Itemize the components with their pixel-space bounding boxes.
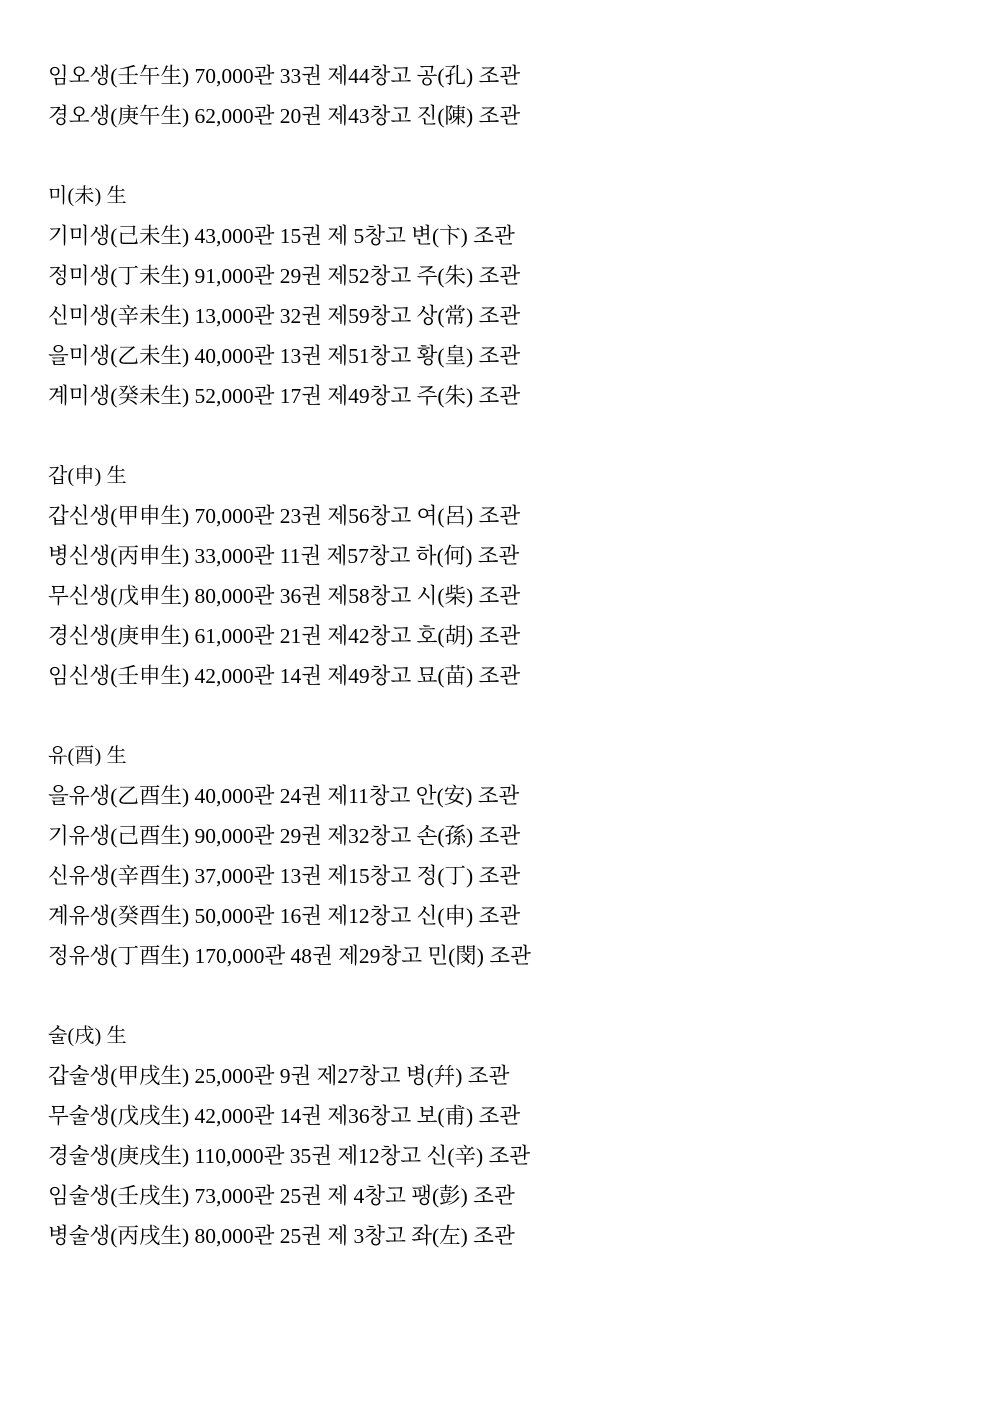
list-item: 계유생(癸酉生) 50,000관 16권 제12창고 신(申) 조관 [48, 904, 521, 928]
list-item: 임신생(壬申生) 42,000관 14권 제49창고 묘(苗) 조관 [48, 664, 521, 688]
group-heading: 갑(申) 生 [48, 465, 127, 487]
list-item: 무신생(戊申生) 80,000관 36권 제58창고 시(柴) 조관 [48, 584, 521, 608]
list-item: 계미생(癸未生) 52,000관 17권 제49창고 주(朱) 조관 [48, 384, 521, 408]
entry-group [48, 56, 932, 136]
list-item: 경술생(庚戌生) 110,000관 35권 제12창고 신(辛) 조관 [48, 1144, 531, 1168]
list-item: 병술생(丙戌生) 80,000관 25권 제 3창고 좌(左) 조관 [48, 1224, 515, 1248]
list-item: 을미생(乙未生) 40,000관 13권 제51창고 황(皇) 조관 [48, 344, 521, 368]
list-item: 갑신생(甲申生) 70,000관 23권 제56창고 여(呂) 조관 [48, 504, 521, 528]
list-item: 경신생(庚申生) 61,000관 21권 제42창고 호(胡) 조관 [48, 624, 521, 648]
group-heading: 유(酉) 生 [48, 745, 127, 767]
list-item: 임술생(壬戌生) 73,000관 25권 제 4창고 팽(彭) 조관 [48, 1184, 515, 1208]
list-item: 기유생(己酉生) 90,000관 29권 제32창고 손(孫) 조관 [48, 824, 521, 848]
list-item: 정미생(丁未生) 91,000관 29권 제52창고 주(朱) 조관 [48, 264, 521, 288]
list-item: 무술생(戊戌生) 42,000관 14권 제36창고 보(甫) 조관 [48, 1104, 521, 1128]
list-item: 을유생(乙酉生) 40,000관 24권 제11창고 안(安) 조관 [48, 784, 520, 808]
list-item: 임오생(壬午生) 70,000관 33권 제44창고 공(孔) 조관 [48, 64, 521, 88]
group-heading: 술(戌) 生 [48, 1025, 127, 1047]
list-item: 경오생(庚午生) 62,000관 20권 제43창고 진(陳) 조관 [48, 104, 521, 128]
entry-group [48, 1016, 932, 1256]
list-item: 병신생(丙申生) 33,000관 11권 제57창고 하(何) 조관 [48, 544, 520, 568]
entry-group [48, 456, 932, 696]
entry-group [48, 176, 932, 416]
list-item: 정유생(丁酉生) 170,000관 48권 제29창고 민(閔) 조관 [48, 944, 531, 968]
list-item: 신유생(辛酉生) 37,000관 13권 제15창고 정(丁) 조관 [48, 864, 521, 888]
list-item: 기미생(己未生) 43,000관 15권 제 5창고 변(卞) 조관 [48, 224, 515, 248]
list-item: 갑술생(甲戌生) 25,000관 9권 제27창고 병(幷) 조관 [48, 1064, 510, 1088]
group-heading: 미(未) 生 [48, 185, 127, 207]
entry-group [48, 736, 932, 976]
document-body [48, 56, 932, 1256]
list-item: 신미생(辛未生) 13,000관 32권 제59창고 상(常) 조관 [48, 304, 521, 328]
